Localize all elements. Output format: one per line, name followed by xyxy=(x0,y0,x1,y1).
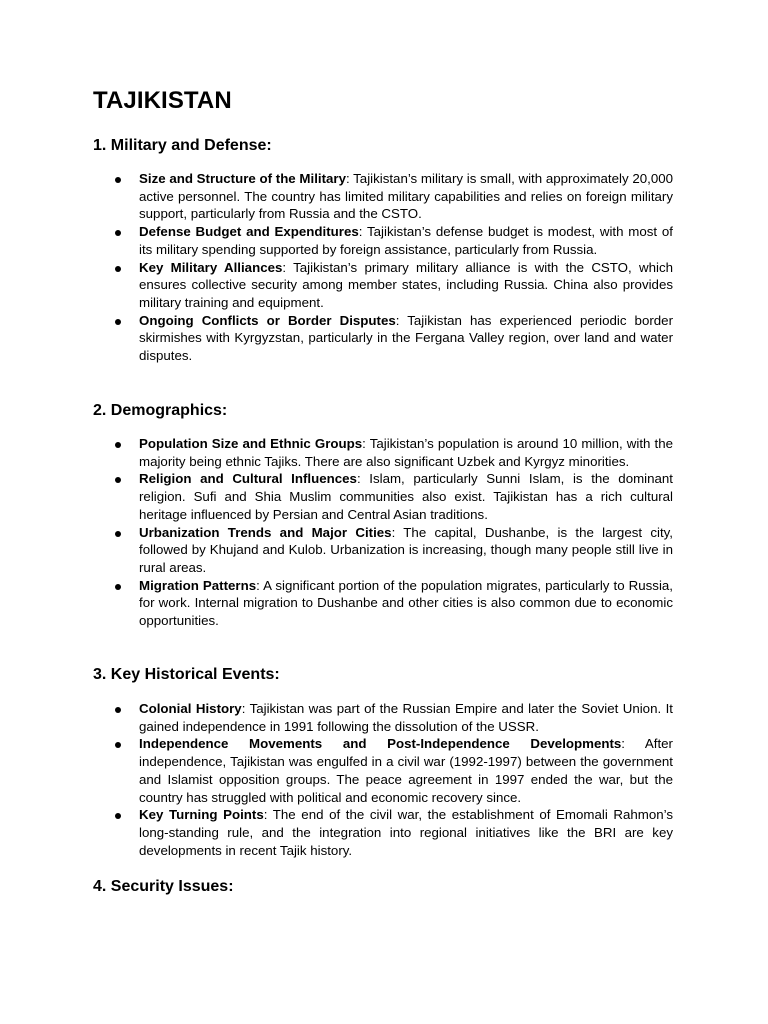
bullet-term: Independence Movements and Post-Independence Developments xyxy=(139,736,622,752)
list-item xyxy=(139,312,673,365)
bullet-text: : Tajikistan’s military is small, with approximately 20,000 active personnel. The country has limited military capabilities and relies on foreign military support, particularly from Russia and the CSTO. xyxy=(139,171,674,222)
bullet-icon xyxy=(115,442,121,448)
bullet-text: : Tajikistan has experienced periodic border skirmishes with Kyrgyzstan, particularly in the Fergana Valley region, over land and water disputes. xyxy=(139,312,673,364)
bullet-icon xyxy=(115,477,121,483)
bullet-term: Defense Budget and Expenditures xyxy=(139,224,359,240)
bullet-text: : A significant portion of the population migrates, particularly to Russia, for work. Internal migration to Dushanbe and other cities is also common due to economic opportunities. xyxy=(139,577,673,629)
bullet-icon xyxy=(115,319,121,325)
bullet-term: Ongoing Conflicts or Border Disputes xyxy=(139,312,396,328)
demographics-list xyxy=(139,435,673,630)
section-heading-key-historical-events: 3. Key Historical Events: xyxy=(93,666,280,683)
bullet-icon xyxy=(115,230,121,236)
bullet-term: Colonial History xyxy=(139,701,242,716)
bullet-icon xyxy=(115,707,121,713)
list-item xyxy=(139,259,673,312)
bullet-text: : Tajikistan’s population is around 10 million, with the majority being ethnic Tajiks. There are also significant Uzbek and Kyrgyz minorities. xyxy=(139,436,673,469)
document-title: TAJIKISTAN xyxy=(93,87,232,114)
bullet-icon xyxy=(115,742,121,748)
list-item xyxy=(139,470,673,523)
bullet-text: : Islam, particularly Sunni Islam, is the dominant religion. Sufi and Shia Muslim communities also exist. Tajikistan has a rich cultural heritage influenced by Persian and Central Asian traditions. xyxy=(139,471,673,522)
bullet-text: : Tajikistan’s defense budget is modest, with most of its military spending supported by foreign assistance, particularly from Russia. xyxy=(139,224,674,257)
military-and-defense-list xyxy=(139,170,673,365)
bullet-text: : The capital, Dushanbe, is the largest city, followed by Khujand and Kulob. Urbanization is increasing, though many people still live in rural areas. xyxy=(139,524,673,575)
list-item xyxy=(139,735,673,806)
list-item xyxy=(139,170,673,223)
list-item xyxy=(139,524,673,577)
bullet-icon xyxy=(115,813,121,819)
bullet-text: : After independence, Tajikistan was engulfed in a civil war (1992-1997) between the government and Islamist opposition groups. The peace agreement in 1997 ended the war, but the country has struggled with political and economic recovery since. xyxy=(139,736,673,805)
section-heading-military-and-defense: 1. Military and Defense: xyxy=(93,137,272,154)
bullet-icon xyxy=(115,266,121,272)
list-item xyxy=(139,806,673,859)
bullet-icon xyxy=(115,531,121,537)
bullet-icon xyxy=(115,177,121,183)
list-item xyxy=(139,700,673,735)
list-item xyxy=(139,577,673,630)
bullet-term: Population Size and Ethnic Groups xyxy=(139,436,363,451)
bullet-icon xyxy=(115,584,121,590)
bullet-term: Size and Structure of the Military xyxy=(139,171,346,186)
bullet-term: Urbanization Trends and Major Cities xyxy=(139,524,392,540)
bullet-term: Key Turning Points xyxy=(139,807,264,823)
list-item xyxy=(139,223,673,258)
bullet-text: : Tajikistan’s primary military alliance is with the CSTO, which ensures collective security among member states, including Russia. China also provides military training and equipment. xyxy=(139,259,673,310)
section-heading-demographics: 2. Demographics: xyxy=(93,402,228,419)
bullet-term: Migration Patterns xyxy=(139,577,257,593)
bullet-text: : Tajikistan was part of the Russian Empire and later the Soviet Union. It gained independence in 1991 following the dissolution of the USSR. xyxy=(139,701,673,734)
bullet-term: Key Military Alliances xyxy=(139,259,283,275)
key-historical-events-list xyxy=(139,700,673,859)
bullet-text: : The end of the civil war, the establishment of Emomali Rahmon’s long-standing rule, and the integration into regional initiatives like the BRI are key developments in recent Tajik history. xyxy=(139,807,674,858)
bullet-term: Religion and Cultural Influences xyxy=(139,471,357,487)
list-item xyxy=(139,435,673,470)
section-heading-security-issues: 4. Security Issues: xyxy=(93,878,234,895)
